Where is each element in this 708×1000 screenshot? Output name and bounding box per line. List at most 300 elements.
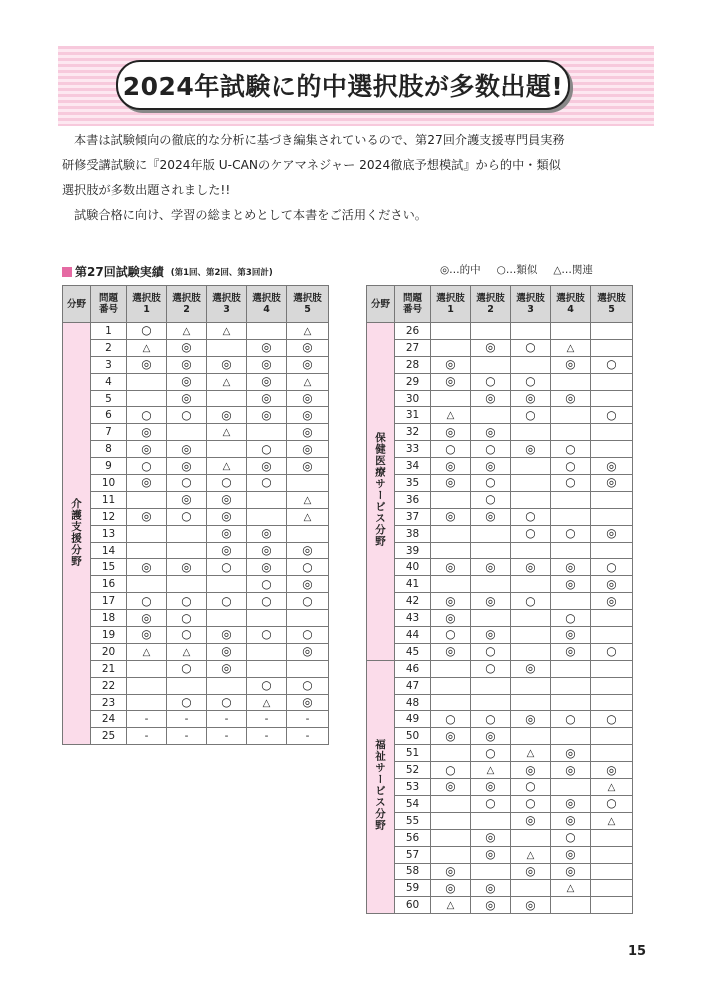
table-row xyxy=(367,593,633,610)
question-number: 21 xyxy=(91,660,127,677)
question-number: 45 xyxy=(395,643,431,660)
choice-mark: - xyxy=(144,730,149,743)
hit-mark: ◎ xyxy=(445,880,456,895)
table-row xyxy=(367,677,633,694)
table-row xyxy=(63,677,329,694)
category-cell xyxy=(63,323,91,745)
hit-mark: ◎ xyxy=(302,424,313,439)
hit-mark: ◎ xyxy=(606,593,617,608)
choice-cell xyxy=(511,812,551,829)
choice-cell xyxy=(511,897,551,914)
choice-cell xyxy=(551,525,591,542)
column-header: 問題 番号 xyxy=(395,286,431,323)
question-number: 8 xyxy=(91,441,127,458)
table-row xyxy=(367,627,633,644)
table-row xyxy=(367,660,633,677)
section-note: (第1回、第2回、第3回計) xyxy=(170,267,273,278)
choice-cell xyxy=(167,390,207,407)
hit-mark: ◎ xyxy=(565,762,576,777)
choice-cell xyxy=(167,424,207,441)
choice-cell xyxy=(207,356,247,373)
question-number: 5 xyxy=(91,390,127,407)
table-row xyxy=(367,643,633,660)
choice-cell xyxy=(167,475,207,492)
choice-cell xyxy=(591,593,633,610)
choice-cell xyxy=(167,559,207,576)
choice-cell xyxy=(287,356,329,373)
similar-mark: ○ xyxy=(565,830,576,845)
choice-cell xyxy=(591,390,633,407)
choice-cell xyxy=(471,880,511,897)
question-number: 15 xyxy=(91,559,127,576)
table-row xyxy=(367,390,633,407)
question-number: 25 xyxy=(91,728,127,745)
hit-mark: ◎ xyxy=(485,458,496,473)
choice-cell xyxy=(167,441,207,458)
choice-cell xyxy=(591,339,633,356)
hit-mark: ◎ xyxy=(302,644,313,659)
question-number: 36 xyxy=(395,491,431,508)
choice-cell xyxy=(471,373,511,390)
choice-cell xyxy=(431,795,471,812)
choice-cell xyxy=(471,475,511,492)
choice-cell xyxy=(471,593,511,610)
choice-cell xyxy=(127,339,167,356)
choice-cell xyxy=(551,339,591,356)
choice-cell xyxy=(287,407,329,424)
legend xyxy=(440,262,593,277)
choice-cell xyxy=(167,576,207,593)
choice-cell xyxy=(287,475,329,492)
choice-cell xyxy=(471,356,511,373)
table-row xyxy=(367,508,633,525)
choice-cell xyxy=(127,525,167,542)
question-number: 56 xyxy=(395,829,431,846)
choice-cell xyxy=(471,390,511,407)
choice-cell xyxy=(431,339,471,356)
choice-cell xyxy=(247,576,287,593)
choice-cell xyxy=(207,323,247,340)
hit-mark: ◎ xyxy=(302,407,313,422)
choice-cell xyxy=(551,846,591,863)
choice-cell xyxy=(511,525,551,542)
table-row xyxy=(63,660,329,677)
choice-cell xyxy=(551,627,591,644)
choice-cell xyxy=(551,491,591,508)
choice-cell xyxy=(471,677,511,694)
choice-cell xyxy=(511,576,551,593)
choice-cell xyxy=(247,525,287,542)
similar-mark: ○ xyxy=(525,407,536,422)
hit-mark: ◎ xyxy=(181,357,192,372)
question-number: 59 xyxy=(395,880,431,897)
question-number: 7 xyxy=(91,424,127,441)
choice-cell xyxy=(591,475,633,492)
choice-cell xyxy=(247,339,287,356)
choice-cell xyxy=(471,576,511,593)
similar-mark: ○ xyxy=(565,458,576,473)
choice-cell xyxy=(551,390,591,407)
hit-mark: ◎ xyxy=(221,526,232,541)
choice-cell xyxy=(511,610,551,627)
hit-mark: ◎ xyxy=(141,559,152,574)
choice-cell xyxy=(431,728,471,745)
choice-cell xyxy=(431,576,471,593)
choice-cell xyxy=(551,593,591,610)
hit-mark: ◎ xyxy=(445,863,456,878)
choice-mark: - xyxy=(264,730,269,743)
table-row xyxy=(63,542,329,559)
choice-cell xyxy=(431,610,471,627)
choice-cell xyxy=(127,576,167,593)
choice-cell xyxy=(287,576,329,593)
choice-cell xyxy=(591,863,633,880)
choice-cell xyxy=(431,745,471,762)
choice-cell xyxy=(167,491,207,508)
choice-cell xyxy=(247,491,287,508)
choice-cell xyxy=(591,711,633,728)
choice-cell xyxy=(431,880,471,897)
table-row xyxy=(367,323,633,340)
choice-cell xyxy=(591,373,633,390)
similar-mark: ○ xyxy=(485,492,496,507)
choice-cell xyxy=(247,356,287,373)
choice-cell xyxy=(247,458,287,475)
similar-mark: ○ xyxy=(261,593,272,608)
choice-cell xyxy=(247,323,287,340)
choice-cell xyxy=(207,424,247,441)
similar-mark: ○ xyxy=(181,509,192,524)
related-mark: △ xyxy=(222,427,231,439)
choice-cell xyxy=(431,390,471,407)
question-number: 44 xyxy=(395,627,431,644)
similar-mark: ○ xyxy=(181,661,192,676)
choice-mark: - xyxy=(184,713,189,726)
hit-mark: ◎ xyxy=(565,796,576,811)
column-header: 選択肢 5 xyxy=(287,286,329,323)
choice-cell xyxy=(431,762,471,779)
hit-mark: ◎ xyxy=(445,357,456,372)
choice-cell xyxy=(127,660,167,677)
choice-cell xyxy=(471,846,511,863)
choice-cell xyxy=(551,576,591,593)
choice-cell xyxy=(511,711,551,728)
choice-cell xyxy=(431,863,471,880)
choice-cell xyxy=(207,508,247,525)
question-number: 18 xyxy=(91,610,127,627)
choice-cell xyxy=(591,728,633,745)
table-row xyxy=(63,559,329,576)
hit-mark: ◎ xyxy=(181,458,192,473)
table-row xyxy=(63,475,329,492)
table-row xyxy=(63,373,329,390)
question-number: 23 xyxy=(91,694,127,711)
hit-mark: ◎ xyxy=(485,509,496,524)
hit-mark: ◎ xyxy=(485,897,496,912)
hit-mark: ◎ xyxy=(261,526,272,541)
choice-cell xyxy=(471,897,511,914)
similar-mark: ○ xyxy=(221,695,232,710)
choice-cell xyxy=(551,373,591,390)
choice-cell xyxy=(127,559,167,576)
choice-cell xyxy=(431,593,471,610)
choice-cell xyxy=(287,390,329,407)
question-number: 35 xyxy=(395,475,431,492)
choice-cell xyxy=(471,559,511,576)
hit-mark: ◎ xyxy=(565,813,576,828)
similar-mark: ○ xyxy=(525,593,536,608)
choice-cell xyxy=(287,677,329,694)
choice-cell xyxy=(431,643,471,660)
hit-mark: ◎ xyxy=(302,695,313,710)
choice-cell xyxy=(591,407,633,424)
choice-cell xyxy=(551,880,591,897)
similar-mark: ○ xyxy=(565,610,576,625)
related-mark: △ xyxy=(446,900,455,912)
column-header: 選択肢 3 xyxy=(207,286,247,323)
table-row xyxy=(63,390,329,407)
table-row xyxy=(63,339,329,356)
choice-cell xyxy=(167,610,207,627)
choice-cell xyxy=(207,660,247,677)
choice-mark: - xyxy=(224,730,229,743)
choice-cell xyxy=(591,897,633,914)
question-number: 6 xyxy=(91,407,127,424)
page-title: 2024年試験に的中選択肢が多数出題! xyxy=(116,60,570,110)
table-row xyxy=(63,576,329,593)
choice-mark: - xyxy=(144,713,149,726)
choice-cell xyxy=(551,559,591,576)
question-number: 12 xyxy=(91,508,127,525)
choice-cell xyxy=(127,694,167,711)
choice-cell xyxy=(511,458,551,475)
choice-cell xyxy=(591,660,633,677)
similar-mark: ○ xyxy=(525,374,536,389)
choice-cell xyxy=(591,508,633,525)
choice-cell xyxy=(511,407,551,424)
similar-mark: ○ xyxy=(445,762,456,777)
choice-cell xyxy=(207,643,247,660)
hit-mark: ◎ xyxy=(445,374,456,389)
related-mark: △ xyxy=(303,325,312,337)
related-mark: △ xyxy=(566,342,575,354)
table-row xyxy=(367,339,633,356)
hit-mark: ◎ xyxy=(565,745,576,760)
choice-cell xyxy=(471,694,511,711)
choice-cell xyxy=(247,677,287,694)
choice-cell xyxy=(431,373,471,390)
question-number: 31 xyxy=(395,407,431,424)
intro-line-4: 試験合格に向け、学習の総まとめとして本書をご活用ください。 xyxy=(74,208,427,222)
choice-cell xyxy=(287,593,329,610)
hit-mark: ◎ xyxy=(261,458,272,473)
choice-cell xyxy=(511,559,551,576)
hit-mark: ◎ xyxy=(141,627,152,642)
choice-cell xyxy=(127,643,167,660)
hit-mark: ◎ xyxy=(302,357,313,372)
question-number: 2 xyxy=(91,339,127,356)
question-number: 16 xyxy=(91,576,127,593)
related-mark: △ xyxy=(222,461,231,473)
similar-mark: ○ xyxy=(565,711,576,726)
table-row xyxy=(63,407,329,424)
choice-cell xyxy=(591,491,633,508)
similar-mark: ○ xyxy=(565,475,576,490)
hit-mark: ◎ xyxy=(445,509,456,524)
hit-mark: ◎ xyxy=(221,543,232,558)
choice-cell xyxy=(551,779,591,796)
hit-mark: ◎ xyxy=(181,340,192,355)
choice-cell xyxy=(511,339,551,356)
hit-mark: ◎ xyxy=(302,576,313,591)
choice-cell xyxy=(287,694,329,711)
hit-mark: ◎ xyxy=(565,627,576,642)
related-mark: △ xyxy=(303,376,312,388)
table-row xyxy=(367,542,633,559)
question-number: 33 xyxy=(395,441,431,458)
choice-cell xyxy=(551,812,591,829)
hit-mark: ◎ xyxy=(525,661,536,676)
similar-mark: ○ xyxy=(565,441,576,456)
question-number: 4 xyxy=(91,373,127,390)
question-number: 28 xyxy=(395,356,431,373)
choice-cell xyxy=(287,559,329,576)
table-row xyxy=(367,610,633,627)
column-header: 選択肢 2 xyxy=(471,286,511,323)
table-row xyxy=(367,559,633,576)
choice-cell xyxy=(591,762,633,779)
table-row xyxy=(367,779,633,796)
hit-mark: ◎ xyxy=(141,509,152,524)
choice-cell xyxy=(431,829,471,846)
category-label: 保健医療サービス分野 xyxy=(374,432,386,548)
hit-mark: ◎ xyxy=(485,627,496,642)
choice-cell xyxy=(511,829,551,846)
question-number: 27 xyxy=(395,339,431,356)
choice-cell xyxy=(471,829,511,846)
choice-cell xyxy=(471,643,511,660)
table-row xyxy=(367,356,633,373)
choice-cell xyxy=(591,846,633,863)
question-number: 14 xyxy=(91,542,127,559)
choice-cell xyxy=(247,559,287,576)
choice-cell xyxy=(287,728,329,745)
similar-mark: ○ xyxy=(261,627,272,642)
choice-cell xyxy=(511,880,551,897)
choice-cell xyxy=(551,610,591,627)
choice-cell xyxy=(127,593,167,610)
choice-cell xyxy=(551,424,591,441)
choice-cell xyxy=(471,610,511,627)
choice-cell xyxy=(511,593,551,610)
choice-cell xyxy=(127,677,167,694)
similar-mark: ○ xyxy=(141,593,152,608)
choice-cell xyxy=(471,323,511,340)
choice-cell xyxy=(207,407,247,424)
choice-cell xyxy=(591,779,633,796)
similar-mark: ○ xyxy=(181,695,192,710)
table-row xyxy=(367,863,633,880)
hit-mark: ◎ xyxy=(485,424,496,439)
table-row xyxy=(63,610,329,627)
similar-mark: ○ xyxy=(181,610,192,625)
choice-cell xyxy=(127,627,167,644)
choice-cell xyxy=(287,339,329,356)
table-row xyxy=(63,458,329,475)
question-number: 49 xyxy=(395,711,431,728)
question-number: 10 xyxy=(91,475,127,492)
choice-cell xyxy=(591,627,633,644)
choice-cell xyxy=(551,542,591,559)
hit-mark: ◎ xyxy=(221,661,232,676)
choice-cell xyxy=(511,441,551,458)
choice-cell xyxy=(167,508,207,525)
question-number: 30 xyxy=(395,390,431,407)
related-mark: △ xyxy=(262,697,271,709)
choice-cell xyxy=(207,441,247,458)
hit-mark: ◎ xyxy=(565,576,576,591)
choice-cell xyxy=(471,491,511,508)
hit-mark: ◎ xyxy=(261,340,272,355)
choice-cell xyxy=(511,508,551,525)
choice-cell xyxy=(167,458,207,475)
choice-cell xyxy=(167,711,207,728)
column-header: 問題 番号 xyxy=(91,286,127,323)
similar-mark: ○ xyxy=(525,796,536,811)
choice-cell xyxy=(207,610,247,627)
choice-cell xyxy=(127,458,167,475)
choice-cell xyxy=(431,627,471,644)
table-row xyxy=(367,728,633,745)
choice-cell xyxy=(551,508,591,525)
question-number: 38 xyxy=(395,525,431,542)
choice-cell xyxy=(511,491,551,508)
choice-cell xyxy=(127,728,167,745)
related-mark: △ xyxy=(303,494,312,506)
category-cell xyxy=(367,323,395,661)
choice-cell xyxy=(431,897,471,914)
similar-mark: ○ xyxy=(525,526,536,541)
hit-mark: ◎ xyxy=(565,847,576,862)
choice-cell xyxy=(551,762,591,779)
table-row xyxy=(367,441,633,458)
similar-mark: ○ xyxy=(485,711,496,726)
choice-cell xyxy=(551,441,591,458)
choice-cell xyxy=(247,407,287,424)
question-number: 24 xyxy=(91,711,127,728)
question-number: 43 xyxy=(395,610,431,627)
hit-mark: ◎ xyxy=(181,374,192,389)
choice-cell xyxy=(511,542,551,559)
similar-mark: ○ xyxy=(606,644,617,659)
column-header: 選択肢 1 xyxy=(127,286,167,323)
choice-cell xyxy=(511,863,551,880)
table-row xyxy=(63,323,329,340)
choice-cell xyxy=(551,795,591,812)
choice-cell xyxy=(511,643,551,660)
choice-cell xyxy=(591,458,633,475)
hit-mark: ◎ xyxy=(302,391,313,405)
hit-mark: ◎ xyxy=(141,424,152,439)
question-number: 42 xyxy=(395,593,431,610)
choice-cell xyxy=(207,525,247,542)
choice-cell xyxy=(127,390,167,407)
choice-cell xyxy=(551,863,591,880)
choice-cell xyxy=(591,576,633,593)
similar-mark: ○ xyxy=(485,644,496,659)
question-number: 29 xyxy=(395,373,431,390)
choice-cell xyxy=(127,711,167,728)
